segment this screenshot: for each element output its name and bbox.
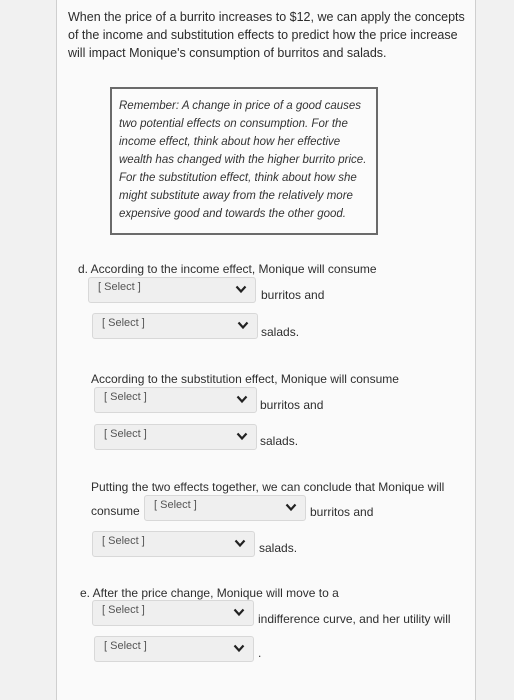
- indifference-curve-select[interactable]: [92, 600, 254, 626]
- part-e-period: .: [258, 646, 262, 660]
- select-placeholder: [ Select ]: [102, 535, 145, 547]
- remember-box: [110, 87, 378, 235]
- chevron-down-icon: [235, 284, 247, 294]
- income-burritos-select[interactable]: [88, 277, 256, 303]
- combined-prompt: Putting the two effects together, we can conclude that Monique will: [91, 480, 445, 494]
- combined-salads-suffix: salads.: [259, 541, 298, 555]
- select-placeholder: [ Select ]: [154, 499, 197, 511]
- select-placeholder: [ Select ]: [104, 640, 147, 652]
- chevron-down-icon: [233, 607, 245, 617]
- chevron-down-icon: [234, 538, 246, 548]
- substitution-effect-prompt: According to the substitution effect, Monique will consume: [91, 372, 399, 386]
- combined-burritos-suffix: burritos and: [310, 505, 374, 519]
- substitution-salads-suffix: salads.: [260, 434, 299, 448]
- chevron-down-icon: [285, 502, 297, 512]
- combined-salads-select[interactable]: [92, 531, 255, 557]
- select-placeholder: [ Select ]: [102, 604, 145, 616]
- combined-burritos-select[interactable]: [144, 495, 306, 521]
- remember-text: Remember: A change in price of a good causes two potential effects on consumption. For the income effect, think about how her effective wealth has changed with the higher burrito price. For the substitution effect, think about how she might substitute away from the relatively more expensive good and towards the other good.: [119, 100, 367, 220]
- substitution-burritos-select[interactable]: [94, 387, 257, 413]
- combined-consume-label: consume: [91, 504, 140, 518]
- income-effect-prompt: d. According to the income effect, Monique will consume: [78, 262, 377, 276]
- utility-select[interactable]: [94, 636, 254, 662]
- chevron-down-icon: [233, 643, 245, 653]
- part-e-prompt: e. After the price change, Monique will move to a: [80, 586, 339, 600]
- income-salads-select[interactable]: [92, 313, 258, 339]
- substitution-salads-select[interactable]: [94, 424, 257, 450]
- select-placeholder: [ Select ]: [104, 391, 147, 403]
- chevron-down-icon: [237, 320, 249, 330]
- select-placeholder: [ Select ]: [104, 428, 147, 440]
- chevron-down-icon: [236, 431, 248, 441]
- chevron-down-icon: [236, 394, 248, 404]
- question-intro: When the price of a burrito increases to $12, we can apply the concepts of the income and substitution effects to predict how the price increase will impact Monique's consumption of burritos and salads.: [68, 10, 465, 60]
- part-e-curve-suffix: indifference curve, and her utility will: [258, 612, 451, 626]
- income-salads-suffix: salads.: [261, 325, 300, 339]
- substitution-burritos-suffix: burritos and: [260, 398, 324, 412]
- select-placeholder: [ Select ]: [98, 281, 141, 293]
- select-placeholder: [ Select ]: [102, 317, 145, 329]
- income-burritos-suffix: burritos and: [261, 288, 325, 302]
